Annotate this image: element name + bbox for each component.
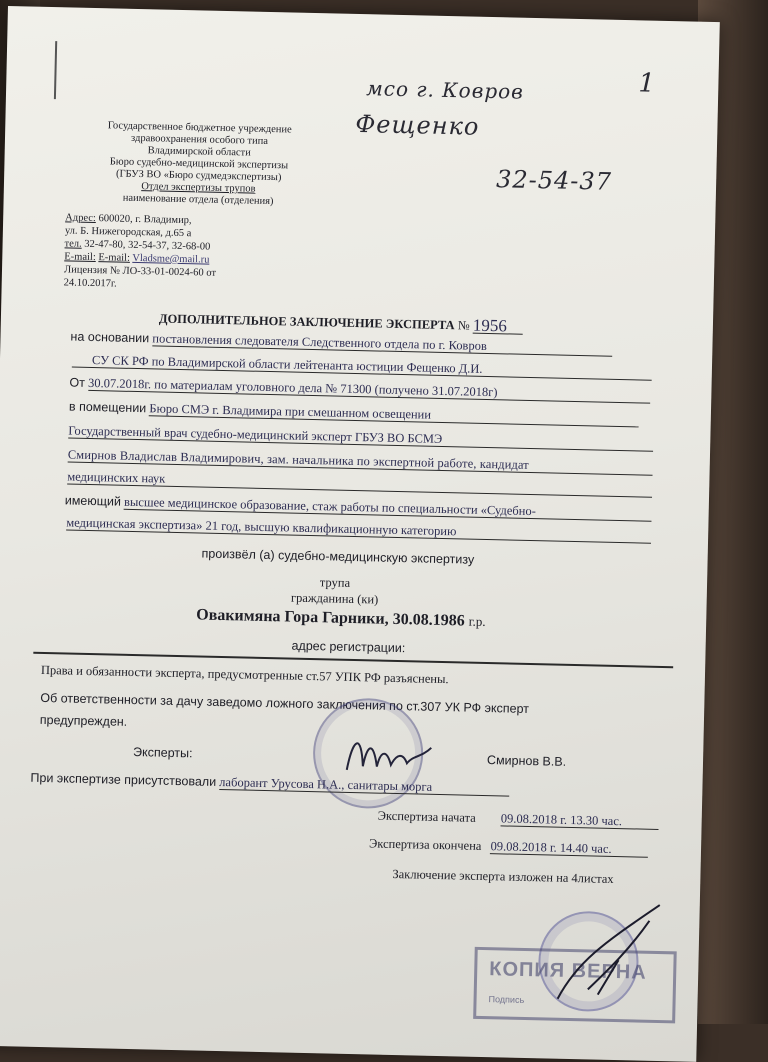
- basis-line-2: [72, 353, 652, 381]
- basis-value-2: СУ СК РФ по Владимирской области лейтенанта юстиции Фещенко Д.И.: [72, 353, 652, 381]
- address-line2: ул. Б. Нижегородская, д.65 а: [64, 225, 192, 240]
- expert-signature-name: Смирнов В.В.: [486, 753, 567, 769]
- document-sheet: [0, 6, 720, 1062]
- header-line: (ГБУЗ ВО «Бюро судмедэкспертизы): [115, 168, 282, 184]
- expert-name: Смирнов Владислав Владимирович, зам. начальника по экспертной работе, кандидат: [68, 447, 653, 475]
- finished-value: 09.08.2018 г. 14.40 час.: [490, 839, 648, 858]
- started-line: [378, 809, 659, 830]
- citizen-label: гражданина (ки): [290, 590, 379, 607]
- title-text: ДОПОЛНИТЕЛЬНОЕ ЗАКЛЮЧЕНИЕ ЭКСПЕРТА: [158, 311, 455, 333]
- place-value: Бюро СМЭ г. Владимира при смешанном освещении: [149, 401, 639, 427]
- phones: 32-47-80, 32-54-37, 32-68-00: [84, 238, 211, 253]
- responsibility-text: Об ответственности за дачу заведомо ложного заключения по ст.307 УК РФ эксперт: [40, 690, 530, 716]
- email-label: E-mail:: [64, 251, 96, 264]
- contacts-block: [64, 211, 346, 295]
- started-value: 09.08.2018 г. 13.30 час.: [501, 811, 659, 830]
- place-label: в помещении: [68, 399, 147, 416]
- stamp-signature: [547, 899, 669, 1012]
- present-label: При экспертизе присутствовали: [30, 770, 217, 789]
- performed-text: произвёл (а) судебно-медицинскую экспертизу: [201, 546, 475, 567]
- registration-label: адрес регистрации:: [291, 638, 406, 656]
- staple-mark: [54, 41, 57, 99]
- document-title: [159, 312, 523, 335]
- department-caption: наименование отдела (отделения): [122, 192, 274, 208]
- qualification-value-2: медицинская экспертиза» 21 год, высшую квалификационную категорию: [66, 515, 651, 543]
- started-label: Экспертиза начата: [377, 808, 476, 825]
- handwritten-note-line2: Фещенко: [355, 109, 480, 141]
- header-line: Владимирской области: [147, 145, 251, 159]
- handwritten-phone: 32-54-37: [495, 165, 613, 196]
- deceased-suffix: г.р.: [468, 613, 486, 629]
- basis-value: постановления следователя Следственного отдела по г. Ковров: [152, 331, 612, 356]
- present-line: [30, 771, 509, 797]
- qualification-label: имеющий: [64, 493, 122, 509]
- handwritten-page-number: 1: [638, 68, 657, 99]
- basis-label: на основании: [70, 329, 150, 346]
- handwritten-note-line1: мсо г. Ковров: [365, 76, 525, 104]
- object-text: трупа: [319, 575, 351, 590]
- date-label: От: [69, 375, 86, 390]
- expert-role: Государственный врач судебно-медицинский эксперт ГБУЗ ВО БСМЭ: [68, 423, 653, 451]
- present-value: лаборант Урусова Н.А., санитары морга: [219, 775, 509, 797]
- header-line: Бюро судебно-медицинской экспертизы: [109, 156, 289, 172]
- license-line1: Лицензия № ЛО-33-01-0024-60 от: [63, 264, 217, 279]
- copy-stamp-caption: Подпись: [488, 994, 525, 1005]
- address-label: Адрес:: [65, 212, 97, 225]
- finished-line: [369, 836, 649, 857]
- header-line: здравоохранения особого типа: [130, 132, 269, 147]
- deceased-line: [196, 606, 486, 631]
- pages-note: Заключение эксперта изложен на 4листах: [392, 866, 614, 886]
- warned-text: предупрежден.: [39, 712, 128, 729]
- address-line1: 600020, г. Владимир,: [98, 213, 192, 227]
- institution-header: [66, 119, 333, 209]
- title-number: 1956: [473, 319, 523, 335]
- header-line: Государственное бюджетное учреждение: [107, 120, 292, 136]
- email-address: Vladsme@mail.ru: [132, 252, 210, 266]
- department-name: Отдел экспертизы трупов: [141, 181, 256, 195]
- phone-label: тел.: [64, 238, 82, 250]
- date-value: 30.07.2018г. по материалам уголовного дела № 71300 (получено 31.07.2018г): [88, 376, 650, 404]
- expert-role-line: [68, 423, 653, 451]
- experts-label: Эксперты:: [132, 745, 193, 761]
- email-prefix: E-mail:: [98, 252, 131, 264]
- rights-text: Права и обязанности эксперта, предусмотренные ст.57 УПК РФ разъяснены.: [40, 662, 449, 687]
- basis-line: [70, 330, 612, 357]
- qualification-value: высшее медицинское образование, стаж работы по специальности «Судебно-: [124, 495, 652, 522]
- finished-label: Экспертиза окончена: [368, 836, 482, 853]
- copy-stamp-text: КОПИЯ ВЕРНА: [489, 958, 647, 984]
- place-line: [69, 399, 640, 427]
- title-number-label: №: [457, 318, 470, 333]
- date-line: [69, 375, 650, 403]
- expert-name-2: медицинских наук: [67, 469, 652, 497]
- deceased-name: Овакимяна Гора Гарники, 30.08.1986: [196, 606, 465, 630]
- license-line2: 24.10.2017г.: [63, 277, 117, 290]
